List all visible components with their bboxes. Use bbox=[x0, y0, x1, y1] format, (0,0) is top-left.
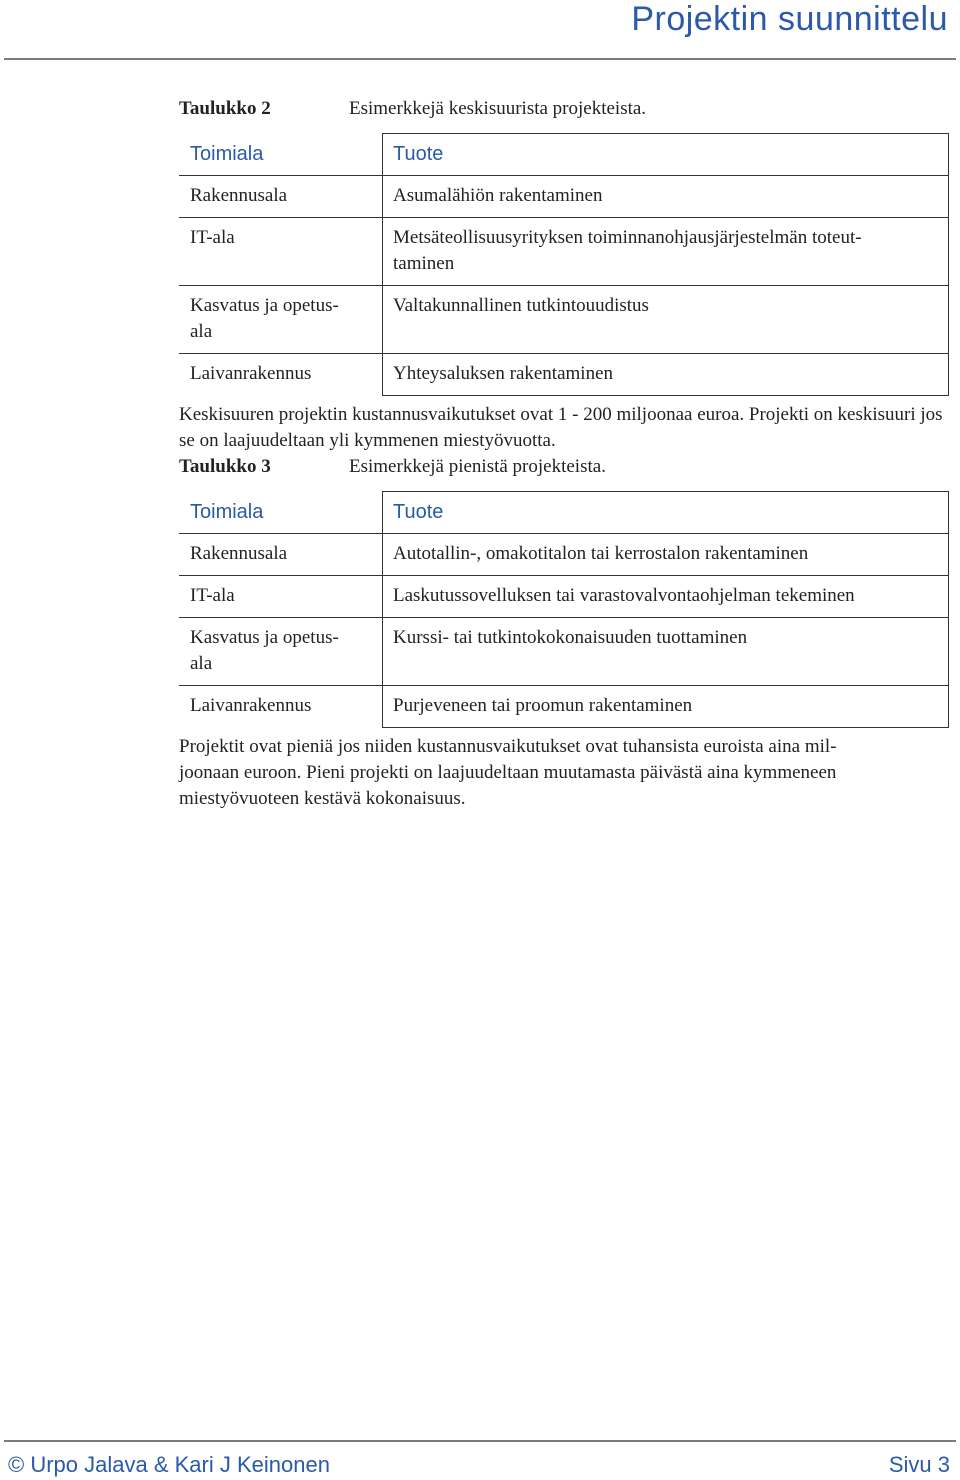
table3-cell-tuote: Autotallin-, omakotitalon tai kerrostalon rakentaminen bbox=[383, 534, 949, 576]
table2-header-toimiala: Toimiala bbox=[180, 134, 383, 176]
footer-divider bbox=[4, 1440, 956, 1442]
table2-caption-text: Esimerkkejä keskisuurista projekteista. bbox=[349, 98, 647, 119]
table3-cell-tuote: Kurssi- tai tutkintokokonaisuuden tuottaminen bbox=[383, 618, 949, 686]
table2-cell-toimiala: IT-ala bbox=[180, 218, 383, 286]
table-row bbox=[180, 354, 949, 396]
table3 bbox=[179, 491, 949, 728]
table3-caption-number: Taulukko 3 bbox=[179, 456, 271, 477]
table2-caption bbox=[179, 98, 949, 120]
page-header-title: Projektin suunnittelu bbox=[631, 0, 948, 38]
table-row bbox=[180, 286, 949, 354]
header-divider bbox=[4, 58, 956, 60]
table3-cell-toimiala: Rakennusala bbox=[180, 534, 383, 576]
table3-cell-toimiala: Laivanrakennus bbox=[180, 686, 383, 728]
table3-cell-toimiala: IT-ala bbox=[180, 576, 383, 618]
table2-section bbox=[179, 98, 949, 454]
table2-header-row bbox=[180, 134, 949, 176]
table3-caption-text: Esimerkkejä pienistä projekteista. bbox=[349, 456, 606, 477]
table-row bbox=[180, 218, 949, 286]
table2-cell-tuote: Metsäteollisuusyrityksen toiminnanohjausjärjestelmän toteut- taminen bbox=[383, 218, 949, 286]
table3-cell-tuote: Purjeveneen tai proomun rakentaminen bbox=[383, 686, 949, 728]
table3-cell-toimiala: Kasvatus ja opetus- ala bbox=[180, 618, 383, 686]
footer-copyright: © Urpo Jalava & Kari J Keinonen bbox=[8, 1452, 330, 1477]
table3-header-row bbox=[180, 492, 949, 534]
paragraph-small-projects: Projektit ovat pieniä jos niiden kustannusvaikutukset ovat tuhansista euroista aina mil- joonaan euroon. Pieni projekti on laajuudeltaan muutamasta päivästä aina kymmeneen miestyövuoteen kestävä kokonaisuus. bbox=[179, 736, 837, 809]
table3-cell-tuote: Laskutussovelluksen tai varastovalvontaohjelman tekeminen bbox=[383, 576, 949, 618]
table-row bbox=[180, 534, 949, 576]
table2-cell-toimiala: Kasvatus ja opetus- ala bbox=[180, 286, 383, 354]
table2-cell-tuote: Asumalähiön rakentaminen bbox=[383, 176, 949, 218]
table2-caption-number: Taulukko 2 bbox=[179, 98, 271, 119]
table-row bbox=[180, 618, 949, 686]
table-row bbox=[180, 176, 949, 218]
table2-header-tuote: Tuote bbox=[383, 134, 949, 176]
table2-cell-tuote: Yhteysaluksen rakentaminen bbox=[383, 354, 949, 396]
table3-header-toimiala: Toimiala bbox=[180, 492, 383, 534]
table3-section bbox=[179, 456, 949, 812]
paragraph-medium-projects: Keskisuuren projektin kustannusvaikutukset ovat 1 - 200 miljoonaa euroa. Projekti on keskisuuri jos se on laajuudeltaan yli kymmenen miestyövuotta. bbox=[179, 404, 943, 451]
table2 bbox=[179, 133, 949, 396]
table-row bbox=[180, 686, 949, 728]
table3-header-tuote: Tuote bbox=[383, 492, 949, 534]
table2-cell-toimiala: Rakennusala bbox=[180, 176, 383, 218]
table-row bbox=[180, 576, 949, 618]
table3-caption bbox=[179, 456, 949, 478]
table2-cell-tuote: Valtakunnallinen tutkintouudistus bbox=[383, 286, 949, 354]
footer-page-number: Sivu 3 bbox=[888, 1452, 950, 1477]
table2-cell-toimiala: Laivanrakennus bbox=[180, 354, 383, 396]
